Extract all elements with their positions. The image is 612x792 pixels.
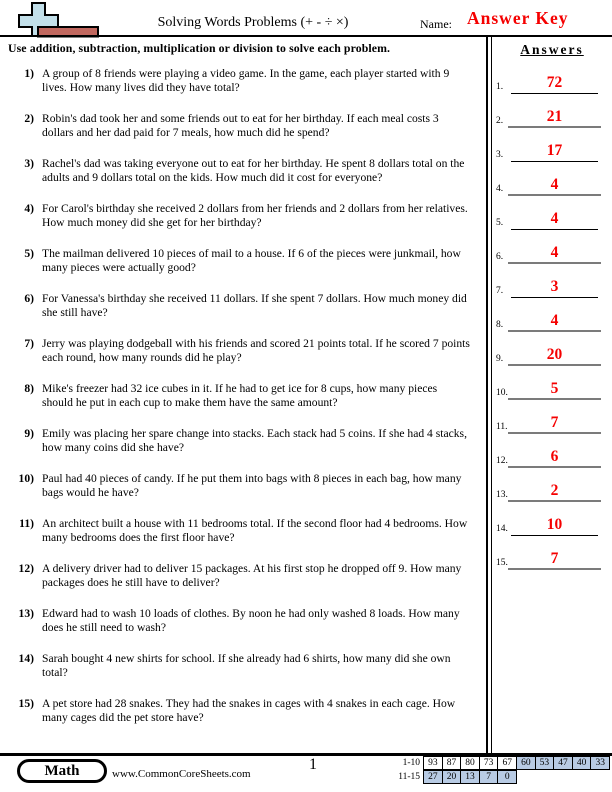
score-cell: 67 xyxy=(497,756,517,770)
score-cell: 60 xyxy=(516,756,536,770)
answer-item xyxy=(492,539,612,573)
answer-number: 2. xyxy=(496,116,504,126)
answer-number: 5. xyxy=(496,218,504,228)
problem-text: Robin's dad took her and some friends out to eat for her birthday. If each meal costs 3 dollars and her dad paid for 7 meals, how much did he spend? xyxy=(42,112,439,139)
answer-item xyxy=(492,403,612,437)
score-row xyxy=(391,756,610,770)
page-number: 1 xyxy=(309,756,317,773)
problem-item xyxy=(8,292,480,320)
score-cell: 40 xyxy=(572,756,592,770)
answer-value: 4 xyxy=(550,176,559,193)
answer-item xyxy=(492,267,612,301)
answer-number: 11. xyxy=(496,422,508,432)
answer-number: 14. xyxy=(496,524,508,534)
problem-number: 15) xyxy=(18,697,34,710)
problem-item xyxy=(8,607,480,635)
answer-blank-line xyxy=(508,413,601,434)
answer-number: 3. xyxy=(496,150,504,160)
answer-blank-line xyxy=(508,549,601,570)
score-cell: 80 xyxy=(460,756,480,770)
answer-blank-line xyxy=(511,277,598,298)
score-cell: 7 xyxy=(479,770,499,784)
score-cell: 53 xyxy=(535,756,555,770)
problem-item xyxy=(8,697,480,725)
problem-item xyxy=(8,112,480,140)
answer-item xyxy=(492,97,612,131)
answer-item xyxy=(492,131,612,165)
score-cell: 47 xyxy=(553,756,573,770)
problem-number: 13) xyxy=(18,607,34,620)
problem-number: 8) xyxy=(24,382,34,395)
problem-item xyxy=(8,427,480,455)
problems-column xyxy=(0,37,486,753)
answer-value: 3 xyxy=(550,278,559,295)
problem-text: The mailman delivered 10 pieces of mail to a house. If 6 of the pieces were junkmail, how many pieces were actually good? xyxy=(42,247,461,274)
problem-text: Sarah bought 4 new shirts for school. If she already had 6 shirts, how many did she own total? xyxy=(42,652,451,679)
answer-item xyxy=(492,233,612,267)
answer-value: 2 xyxy=(550,482,559,499)
answer-value: 10 xyxy=(546,516,563,533)
answer-key-value: Answer Key xyxy=(467,8,569,28)
answer-number: 15. xyxy=(496,558,508,568)
answer-blank-line xyxy=(511,515,598,536)
problem-text: A group of 8 friends were playing a video game. In the game, each player started with 9 lives. How many lives did they have total? xyxy=(42,67,450,94)
answer-blank-line xyxy=(508,175,601,196)
answer-blank-line xyxy=(508,481,601,502)
problem-number: 1) xyxy=(24,67,34,80)
score-row xyxy=(391,770,610,784)
answer-item xyxy=(492,437,612,471)
answer-item xyxy=(492,165,612,199)
problem-item xyxy=(8,337,480,365)
problem-text: Paul had 40 pieces of candy. If he put them into bags with 8 pieces in each bag, how many bags would he have? xyxy=(42,472,462,499)
problem-item xyxy=(8,157,480,185)
answer-item xyxy=(492,505,612,539)
score-cell: 93 xyxy=(423,756,443,770)
problem-number: 14) xyxy=(18,652,34,665)
answer-number: 4. xyxy=(496,184,504,194)
problem-text: A delivery driver had to deliver 15 packages. At his first stop he dropped off 9. How many packages does he still have to deliver? xyxy=(42,562,462,589)
answer-item xyxy=(492,369,612,403)
answer-value: 20 xyxy=(546,346,563,363)
answer-value: 7 xyxy=(550,414,559,431)
answer-blank-line xyxy=(511,209,598,230)
problem-number: 12) xyxy=(18,562,34,575)
answer-number: 1. xyxy=(496,82,504,92)
answer-blank-line xyxy=(508,243,601,264)
answer-value: 5 xyxy=(550,380,559,397)
score-row-label: 11-15 xyxy=(398,772,421,782)
answer-value: 4 xyxy=(550,312,559,329)
score-cell: 73 xyxy=(479,756,499,770)
answer-value: 7 xyxy=(550,550,559,567)
score-cell: 87 xyxy=(442,756,462,770)
score-row-label: 1-10 xyxy=(402,758,421,768)
answer-blank-line xyxy=(511,141,598,162)
problem-item xyxy=(8,517,480,545)
problem-text: An architect built a house with 11 bedrooms total. If the second floor had 4 bedrooms. How many bedrooms does the first floor have? xyxy=(42,517,468,544)
problem-text: Edward had to wash 10 loads of clothes. By noon he had only washed 8 loads. How many does he still need to wash? xyxy=(42,607,460,634)
score-cell: 0 xyxy=(497,770,517,784)
score-cell: 13 xyxy=(460,770,480,784)
problem-text: Jerry was playing dodgeball with his friends and scored 21 points total. If he scored 7 points each round, how many rounds did he play? xyxy=(42,337,470,364)
answer-number: 13. xyxy=(496,490,508,500)
problem-text: Emily was placing her spare change into stacks. Each stack had 5 coins. If she had 4 stacks, how many coins did she have? xyxy=(42,427,467,454)
problem-number: 5) xyxy=(24,247,34,260)
answers-list xyxy=(492,63,612,573)
plus-minus-logo xyxy=(12,1,112,38)
subject-badge xyxy=(17,759,107,783)
score-cell: 27 xyxy=(423,770,443,784)
problem-number: 2) xyxy=(24,112,34,125)
problem-item xyxy=(8,67,480,95)
answer-value: 6 xyxy=(550,448,559,465)
main-content xyxy=(0,37,612,753)
problem-number: 7) xyxy=(24,337,34,350)
answer-blank-line xyxy=(508,345,601,366)
answer-item xyxy=(492,301,612,335)
problems-list xyxy=(8,67,480,725)
answer-value: 21 xyxy=(546,108,563,125)
problem-text: For Vanessa's birthday she received 11 dollars. If she spent 7 dollars. How much money did she still have? xyxy=(42,292,467,319)
answer-blank-line xyxy=(508,311,601,332)
problem-item xyxy=(8,652,480,680)
answer-number: 9. xyxy=(496,354,504,364)
answer-blank-line xyxy=(508,107,601,128)
problem-number: 11) xyxy=(19,517,34,530)
answer-item xyxy=(492,63,612,97)
answer-number: 12. xyxy=(496,456,508,466)
answer-number: 7. xyxy=(496,286,504,296)
problem-item xyxy=(8,382,480,410)
answers-column xyxy=(492,37,612,753)
problem-text: Rachel's dad was taking everyone out to eat for her birthday. He spent 8 dollars total on the adults and 9 dollars total on the kids. How much did it cost for everyone? xyxy=(42,157,465,184)
answer-value: 72 xyxy=(546,74,563,91)
score-table xyxy=(391,756,610,784)
answer-blank-line xyxy=(508,379,601,400)
problem-number: 9) xyxy=(24,427,34,440)
problem-number: 4) xyxy=(24,202,34,215)
answer-item xyxy=(492,471,612,505)
score-cell: 33 xyxy=(590,756,610,770)
answer-value: 17 xyxy=(546,142,563,159)
answer-number: 8. xyxy=(496,320,504,330)
website-text: www.CommonCoreSheets.com xyxy=(112,768,251,780)
problem-text: A pet store had 28 snakes. They had the snakes in cages with 4 snakes in each cage. How many cages did the pet store have? xyxy=(42,697,456,724)
problem-item xyxy=(8,202,480,230)
answer-item xyxy=(492,199,612,233)
answer-blank-line xyxy=(511,73,598,94)
problem-item xyxy=(8,472,480,500)
answer-number: 10. xyxy=(496,388,508,398)
problem-number: 10) xyxy=(18,472,34,485)
problem-item xyxy=(8,562,480,590)
answer-value: 4 xyxy=(550,244,559,261)
instruction-text: Use addition, subtraction, multiplication or division to solve each problem. xyxy=(8,41,391,55)
answer-item xyxy=(492,335,612,369)
answer-blank-line xyxy=(508,447,601,468)
subject-label: Math xyxy=(44,762,80,779)
page-title: Solving Words Problems (+ - ÷ ×) xyxy=(157,15,349,30)
answer-value: 4 xyxy=(550,210,559,227)
answer-number: 6. xyxy=(496,252,504,262)
answers-heading: Answers xyxy=(520,42,584,57)
problem-text: For Carol's birthday she received 2 dollars from her friends and 2 dollars from her relatives. How much money did she get for her birthday? xyxy=(42,202,468,229)
name-label: Name: xyxy=(420,17,452,31)
problem-text: Mike's freezer had 32 ice cubes in it. If he had to get ice for 8 cups, how many pieces should he put in each cup to make them have the same amount? xyxy=(42,382,438,409)
problem-item xyxy=(8,247,480,275)
score-cell: 20 xyxy=(442,770,462,784)
problem-number: 3) xyxy=(24,157,34,170)
problem-number: 6) xyxy=(24,292,34,305)
